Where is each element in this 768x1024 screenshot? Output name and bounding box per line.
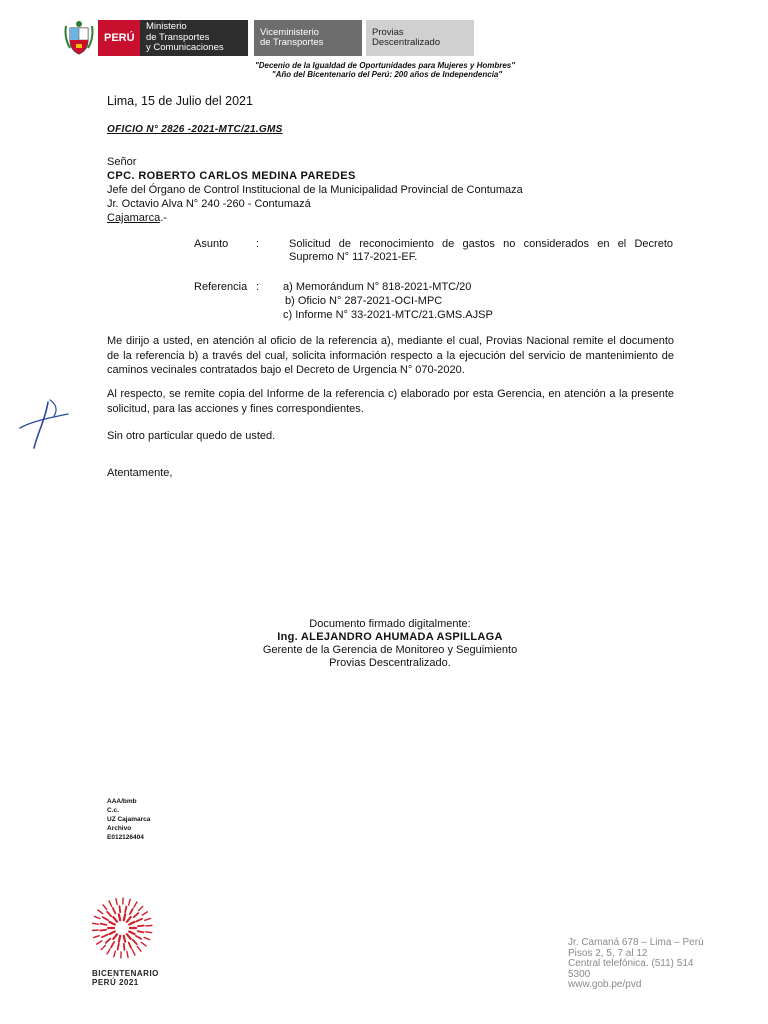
burst-ray — [113, 908, 115, 913]
burst-ray — [129, 922, 134, 925]
vice-line-1: Viceministerio — [260, 26, 319, 38]
paragraph-2: Al respecto, se remite copia del Informe de la referencia c) elaborado por esta Gerencia, en atención a la presente solicitud, para las acciones y fines correspondientes. — [107, 388, 674, 415]
recipient-city-suffix: .- — [160, 212, 167, 224]
burst-ray — [119, 906, 120, 912]
ministry-line-3: y Comunicaciones — [146, 42, 224, 54]
burst-ray — [136, 936, 141, 939]
burst-ray — [109, 922, 114, 925]
burst-ray — [101, 945, 105, 949]
prov-line-1: Provias — [372, 26, 404, 38]
institutional-header — [64, 20, 474, 56]
burst-ray — [124, 944, 125, 950]
prov-line-2: Descentralizado — [372, 37, 441, 48]
recipient-title: Jefe del Órgano de Control Institucional de la Municipalidad Provincial de Contumaza — [107, 184, 523, 196]
burst-ray — [141, 942, 146, 946]
reference-initials — [107, 797, 150, 842]
vice-line-2: de Transportes — [260, 37, 324, 48]
burst-ray — [113, 917, 117, 922]
paragraph-3: Sin otro particular quedo de usted. — [107, 430, 276, 442]
initials-line: AAA/bmb — [107, 798, 137, 805]
recipient-city: Cajamarca — [107, 212, 161, 224]
burst-ray — [107, 949, 110, 954]
peru-label: PERÚ — [98, 20, 140, 56]
burst-ray — [139, 906, 143, 910]
burst-ray — [130, 909, 133, 914]
burst-ray — [125, 906, 126, 912]
burst-ray — [113, 934, 117, 939]
peru-2021-label: PERÚ 2021 — [92, 978, 139, 987]
burst-ray — [133, 940, 137, 944]
footer-phone-ext: 5300 — [568, 968, 591, 980]
burst-ray — [94, 936, 100, 938]
burst-ray — [142, 912, 147, 915]
cc-recipient: UZ Cajamarca — [107, 816, 151, 823]
signer-position: Gerente de la Gerencia de Monitoreo y Seguimiento — [262, 644, 518, 656]
burst-ray — [103, 917, 108, 920]
asunto-colon: : — [256, 238, 260, 250]
burst-ray — [138, 931, 144, 932]
reference-c: c) Informe N° 33-2021-MTC/21.GMS.AJSP — [283, 309, 493, 321]
ministry-label — [140, 20, 248, 56]
burst-ray — [127, 952, 128, 958]
burst-ray — [137, 919, 142, 921]
burst-ray — [144, 937, 150, 939]
footer-website[interactable]: www.gob.pe/pvd — [568, 979, 642, 990]
asunto-label: Asunto — [194, 238, 229, 250]
burst-ray — [119, 914, 120, 920]
oficio-number: OFICIO N° 2826 -2021-MTC/21.GMS — [107, 124, 283, 135]
footer-phone: Central telefónica. (511) 514 — [568, 958, 694, 969]
burst-ray — [118, 944, 119, 950]
burst-ray — [127, 917, 131, 922]
reference-a: a) Memorándum N° 818-2021-MTC/20 — [283, 281, 472, 293]
burst-ray — [129, 943, 131, 948]
burst-ray — [103, 905, 107, 910]
document-code: E012126404 — [107, 834, 144, 841]
bicentenario-label: BICENTENARIO — [92, 969, 159, 978]
burst-ray — [107, 912, 111, 916]
signer-office: Provias Descentralizado. — [329, 657, 451, 669]
burst-ray — [124, 936, 125, 942]
burst-ray — [119, 936, 120, 942]
burst-ray — [116, 899, 117, 905]
recipient-name: CPC. ROBERTO CARLOS MEDINA PAREDES — [107, 170, 356, 182]
referencia-label: Referencia — [194, 281, 248, 293]
burst-ray — [124, 914, 125, 920]
ministry-line-1: Ministerio — [146, 21, 187, 33]
cc-label: C.c. — [107, 807, 119, 814]
official-mottos — [0, 61, 768, 79]
burst-ray — [98, 910, 103, 914]
burst-ray — [134, 913, 138, 917]
burst-ray — [127, 934, 131, 939]
digital-signature-note: Documento firmado digitalmente: — [309, 618, 471, 630]
burst-ray — [132, 950, 135, 955]
footer-address: Jr. Camaná 678 – Lima – Perú — [568, 937, 704, 948]
archive-label: Archivo — [107, 825, 132, 832]
handwritten-initial-mark — [8, 392, 78, 462]
bicentenario-burst-icon — [92, 890, 156, 964]
burst-ray — [100, 924, 106, 925]
footer-contact — [568, 938, 728, 991]
ministry-line-2: de Transportes — [146, 31, 210, 43]
burst-ray — [146, 932, 152, 933]
provias-label — [366, 20, 474, 56]
burst-ray — [138, 925, 144, 926]
burst-ray — [129, 899, 131, 905]
burst-ray — [111, 942, 114, 947]
burst-ray — [102, 935, 107, 937]
recipient-address: Jr. Octavio Alva N° 240 -260 - Contumazá — [107, 198, 311, 210]
burst-ray — [109, 931, 114, 934]
burst-ray — [106, 939, 110, 943]
burst-ray — [97, 941, 102, 944]
burst-ray — [100, 930, 106, 931]
signer-name: Ing. ALEJANDRO AHUMADA ASPILLAGA — [277, 631, 503, 643]
coat-of-arms-icon — [64, 20, 94, 56]
referencia-colon: : — [256, 281, 260, 293]
burst-ray — [134, 902, 137, 907]
viceministry-label — [254, 20, 362, 56]
burst-ray — [114, 951, 116, 957]
recipient-city-line — [107, 211, 667, 225]
burst-ray — [109, 901, 112, 906]
burst-ray — [129, 931, 134, 934]
closing: Atentamente, — [107, 467, 173, 479]
burst-ray — [145, 918, 151, 920]
burst-ray — [94, 916, 100, 918]
footer-floors: Pisos 2, 5, 7 al 12 — [568, 947, 648, 959]
motto-bicentenario: "Año del Bicentenario del Perú: 200 años de Independencia" — [271, 70, 503, 79]
burst-ray — [92, 923, 98, 924]
signature-block — [230, 618, 550, 670]
paragraph-1: Me dirijo a usted, en atención al oficio de la referencia a), mediante el cual, Provias Nacional remite el documento de la referencia b) a través del cual, solicita información respecto a la ejecución del servicio de mantenimiento de caminos vecinales contratados bajo el Decreto de Urgencia N° 070-2020. — [107, 335, 674, 376]
recipient-block — [107, 155, 667, 225]
burst-ray — [137, 947, 141, 952]
asunto-text: Solicitud de reconocimiento de gastos no considerados en el Decreto Supremo N° 117-2021-EF. — [289, 238, 673, 263]
salutation: Señor — [107, 156, 137, 168]
motto-decenio: "Decenio de la Igualdad de Oportunidades para Mujeres y Hombres" — [254, 61, 516, 70]
reference-b: b) Oficio N° 287-2021-OCI-MPC — [285, 295, 443, 307]
bicentenario-logo — [92, 890, 176, 987]
letter-date: Lima, 15 de Julio del 2021 — [107, 94, 253, 108]
